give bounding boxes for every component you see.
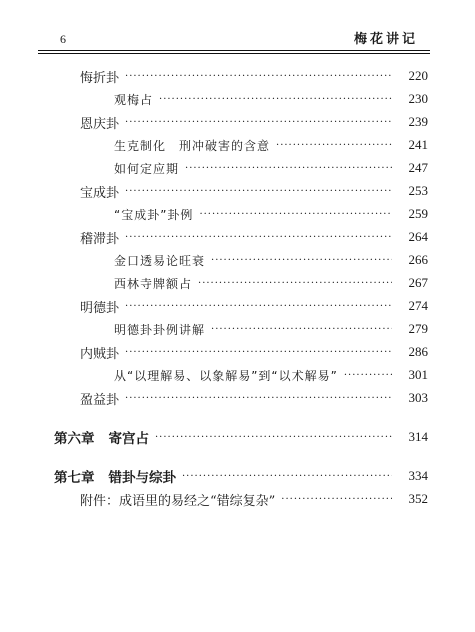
toc-chapter-page: 314 <box>408 429 428 444</box>
toc-entry-title: 观梅占 <box>114 92 154 107</box>
toc-leader-dots <box>159 94 392 105</box>
toc-entry-page: 274 <box>408 298 428 313</box>
toc-leader-dots <box>125 347 392 358</box>
toc-entry-title: 金口透易论旺衰 <box>114 253 206 268</box>
toc-entry <box>114 273 428 293</box>
toc-chapter-number: 第七章 <box>54 470 95 486</box>
toc-entry <box>114 365 428 385</box>
toc-leader-dots <box>125 117 392 128</box>
toc-appendix-title: 附件：成语里的易经之“错综复杂” <box>80 493 276 509</box>
toc-entry-title: “宝成卦”卦例 <box>114 207 194 222</box>
toc-entry-title: 如何定应期 <box>114 161 180 176</box>
toc-chapter <box>54 427 428 447</box>
toc-entry <box>114 158 428 178</box>
toc-entry-title: 悔折卦 <box>80 70 120 86</box>
toc-entry <box>80 342 428 362</box>
toc-entry <box>80 388 428 408</box>
toc-entry-title: 生克制化 刑冲破害的含意 <box>114 138 271 153</box>
toc-leader-dots <box>185 163 392 174</box>
toc-entry-page: 220 <box>408 68 428 83</box>
toc-leader-dots <box>125 232 392 243</box>
toc-chapter-title: 寄宫占 <box>108 431 149 447</box>
toc-entry-title: 明德卦卦例讲解 <box>114 322 206 337</box>
header-rule <box>38 50 430 54</box>
toc-entry-page: 241 <box>408 137 428 152</box>
toc-leader-dots <box>281 494 392 505</box>
toc-entry <box>114 89 428 109</box>
toc-leader-dots <box>125 301 392 312</box>
toc-entry-title: 宝成卦 <box>80 185 120 201</box>
toc-entry-page: 279 <box>408 321 428 336</box>
toc-entry-page: 253 <box>408 183 428 198</box>
toc-entry <box>80 227 428 247</box>
toc-leader-dots <box>125 393 392 404</box>
toc-leader-dots <box>155 432 392 443</box>
toc-appendix-page: 352 <box>408 491 428 506</box>
toc-entry-page: 301 <box>408 367 428 382</box>
toc-entry-page: 230 <box>408 91 428 106</box>
toc-entry-page: 303 <box>408 390 428 405</box>
toc-leader-dots <box>199 209 392 220</box>
toc-entry <box>114 319 428 339</box>
toc-chapter-title: 错卦与综卦 <box>108 470 176 486</box>
toc-entry-title: 西林寺牌额占 <box>114 276 193 291</box>
running-title: 梅花讲记 <box>353 32 418 47</box>
toc-entry-page: 267 <box>408 275 428 290</box>
toc-entry <box>80 112 428 132</box>
toc-entry <box>114 204 428 224</box>
toc-entry-title: 恩庆卦 <box>80 116 120 132</box>
toc-appendix <box>80 489 428 509</box>
toc-leader-dots <box>198 278 392 289</box>
toc-entry <box>80 181 428 201</box>
toc-entry-page: 259 <box>408 206 428 221</box>
toc-entry-page: 247 <box>408 160 428 175</box>
toc-entry <box>114 250 428 270</box>
toc-leader-dots <box>125 186 392 197</box>
toc-entry <box>114 135 428 155</box>
toc-leader-dots <box>211 324 392 335</box>
toc-entry-title: 内贼卦 <box>80 346 120 362</box>
toc-entry-page: 264 <box>408 229 428 244</box>
toc-entry-page: 266 <box>408 252 428 267</box>
toc-entry <box>80 66 428 86</box>
toc-leader-dots <box>125 71 392 82</box>
page-header <box>38 26 418 48</box>
toc-entry-title: 从“以理解易、以象解易”到“以术解易” <box>114 368 338 383</box>
toc-leader-dots <box>211 255 392 266</box>
toc-leader-dots <box>182 471 392 482</box>
page-number: 6 <box>60 32 66 46</box>
toc-entry <box>80 296 428 316</box>
toc-entry-title: 稽滞卦 <box>80 231 120 247</box>
toc-leader-dots <box>276 140 392 151</box>
toc-chapter-number: 第六章 <box>54 431 95 447</box>
toc-leader-dots <box>344 370 392 381</box>
toc-entry-page: 286 <box>408 344 428 359</box>
toc-entry-page: 239 <box>408 114 428 129</box>
toc-entry-title: 盈益卦 <box>80 392 120 408</box>
toc-chapter-page: 334 <box>408 468 428 483</box>
toc-entry-title: 明德卦 <box>80 300 120 316</box>
toc-chapter <box>54 466 428 486</box>
